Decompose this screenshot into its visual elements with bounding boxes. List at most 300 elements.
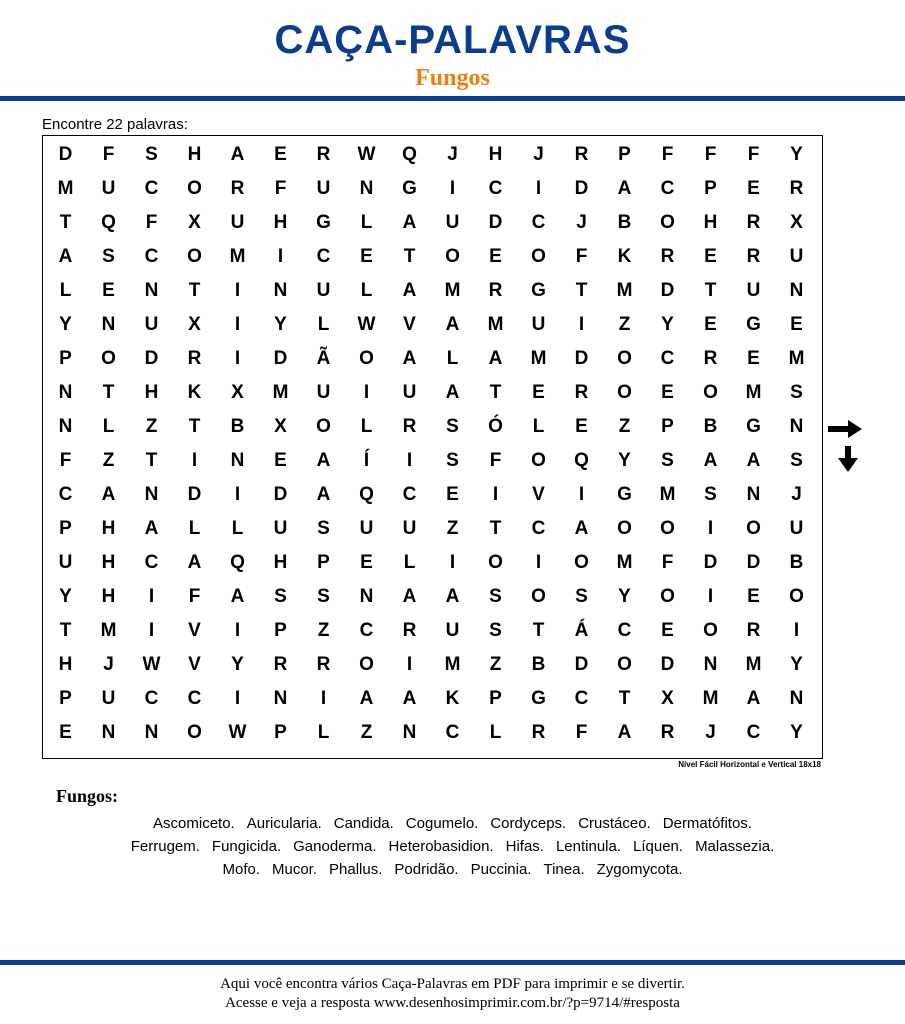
- word-item: Tinea.: [543, 861, 585, 878]
- grid-cell: D: [574, 178, 589, 199]
- grid-cell: O: [617, 518, 632, 539]
- grid-cell: C: [58, 484, 73, 505]
- grid-cell: Z: [618, 416, 631, 437]
- grid-cell: M: [616, 552, 633, 573]
- grid-cell: E: [274, 144, 287, 165]
- grid-cell: R: [574, 382, 589, 403]
- grid-cell: A: [488, 348, 503, 369]
- grid-cell: I: [148, 586, 155, 607]
- grid-cell: I: [707, 586, 714, 607]
- grid-cell: R: [660, 246, 675, 267]
- word-list: [0, 812, 905, 881]
- grid-cell: W: [142, 654, 161, 675]
- grid-cell: L: [188, 518, 201, 539]
- grid-cell: S: [575, 586, 588, 607]
- grid-cell: Y: [790, 144, 803, 165]
- grid-cell: O: [359, 654, 374, 675]
- grid-cell: B: [789, 552, 804, 573]
- grid-cell: R: [746, 246, 761, 267]
- grid-cell: M: [788, 348, 805, 369]
- grid-cell: L: [59, 280, 72, 301]
- grid-cell: M: [530, 348, 547, 369]
- grid-cell: N: [359, 586, 374, 607]
- grid-cell: Z: [360, 722, 373, 743]
- grid-cell: T: [575, 280, 588, 301]
- grid-cell: L: [403, 552, 416, 573]
- grid-cell: H: [101, 518, 116, 539]
- word-line: [0, 812, 905, 835]
- grid-cell: U: [101, 688, 116, 709]
- grid-cell: F: [575, 246, 588, 267]
- grid-cell: E: [747, 348, 760, 369]
- grid-cell: A: [187, 552, 202, 573]
- footer: [0, 975, 905, 1013]
- grid-cell: I: [707, 518, 714, 539]
- grid-cell: C: [531, 212, 546, 233]
- grid-cell: Z: [489, 654, 502, 675]
- grid-cell: L: [317, 722, 330, 743]
- grid-cell: S: [489, 620, 502, 641]
- grid-cell: L: [360, 212, 373, 233]
- grid-cell: O: [187, 178, 202, 199]
- word-item: Cogumelo.: [405, 815, 479, 832]
- grid-cell: B: [531, 654, 546, 675]
- word-item: Auricularia.: [246, 815, 322, 832]
- grid-cell: U: [230, 212, 245, 233]
- word-item: Ascomiceto.: [153, 815, 235, 832]
- grid-cell: D: [660, 280, 675, 301]
- grid-cell: O: [617, 382, 632, 403]
- grid-cell: A: [402, 586, 417, 607]
- grid-cell: L: [360, 416, 373, 437]
- grid-cell: F: [489, 450, 502, 471]
- grid-cell: Y: [790, 654, 803, 675]
- grid-cell: X: [188, 314, 201, 335]
- grid-cell: I: [578, 484, 585, 505]
- grid-cell: G: [617, 484, 632, 505]
- grid-cell: R: [703, 348, 718, 369]
- grid-cell: O: [488, 552, 503, 573]
- word-item: Ganoderma.: [293, 838, 377, 855]
- grid-cell: J: [791, 484, 802, 505]
- grid-cell: T: [59, 212, 72, 233]
- grid-cell: G: [531, 280, 546, 301]
- grid-cell: Y: [661, 314, 674, 335]
- grid-cell: Q: [402, 144, 417, 165]
- grid-cell: L: [360, 280, 373, 301]
- grid-cell: K: [617, 246, 632, 267]
- grid-cell: O: [617, 348, 632, 369]
- grid-cell: T: [532, 620, 545, 641]
- grid-cell: E: [360, 246, 373, 267]
- grid-cell: S: [661, 450, 674, 471]
- grid-cell: I: [234, 348, 241, 369]
- grid-cell: A: [402, 212, 417, 233]
- grid-cell: U: [359, 518, 374, 539]
- grid-cell: O: [101, 348, 116, 369]
- grid-cell: R: [789, 178, 804, 199]
- grid-cell: I: [191, 450, 198, 471]
- grid-cell: L: [231, 518, 244, 539]
- grid-cell: A: [445, 382, 460, 403]
- grid-cell: X: [188, 212, 201, 233]
- grid-cell: U: [445, 212, 460, 233]
- grid-cell: I: [148, 620, 155, 641]
- grid-cell: M: [487, 314, 504, 335]
- grid-cell: O: [187, 722, 202, 743]
- grid-cell: O: [531, 450, 546, 471]
- grid-cell: R: [746, 212, 761, 233]
- grid-cell: T: [704, 280, 717, 301]
- grid-cell: A: [359, 688, 374, 709]
- word-item: Fungicida.: [211, 838, 282, 855]
- grid-cell: V: [188, 654, 201, 675]
- grid-cell: T: [489, 382, 502, 403]
- grid-cell: N: [789, 416, 804, 437]
- grid-cell: B: [703, 416, 718, 437]
- grid-cell: D: [58, 144, 73, 165]
- grid-cell: R: [316, 654, 331, 675]
- grid-cell: X: [661, 688, 674, 709]
- grid-cell: D: [273, 484, 288, 505]
- grid-cell: A: [402, 348, 417, 369]
- grid-cell: K: [187, 382, 202, 403]
- grid-cell: S: [317, 518, 330, 539]
- grid-cell: N: [273, 688, 288, 709]
- word-line: [0, 835, 905, 858]
- grid-cell: E: [747, 586, 760, 607]
- grid-cell: S: [704, 484, 717, 505]
- grid-cell: E: [661, 382, 674, 403]
- grid-cell: U: [789, 246, 804, 267]
- grid-cell: F: [274, 178, 287, 199]
- grid-cell: S: [317, 586, 330, 607]
- grid-cell: F: [102, 144, 115, 165]
- grid-cell: I: [363, 382, 370, 403]
- grid-cell: Z: [317, 620, 330, 641]
- grid-cell: A: [316, 450, 331, 471]
- grid-cell: C: [144, 246, 159, 267]
- grid-cell: Y: [59, 586, 72, 607]
- grid-cell: C: [445, 722, 460, 743]
- word-list-heading: Fungos:: [56, 786, 119, 806]
- grid-cell: C: [402, 484, 417, 505]
- grid-cell: C: [144, 688, 159, 709]
- grid-cell: U: [402, 382, 417, 403]
- grid-cell: N: [273, 280, 288, 301]
- grid-cell: A: [746, 688, 761, 709]
- grid-cell: F: [59, 450, 72, 471]
- grid-cell: C: [144, 552, 159, 573]
- grid-cell: E: [360, 552, 373, 573]
- grid-cell: P: [618, 144, 631, 165]
- grid-cell: A: [574, 518, 589, 539]
- grid-cell: H: [58, 654, 73, 675]
- grid-cell: O: [660, 518, 675, 539]
- grid-cell: T: [403, 246, 416, 267]
- grid-cell: N: [58, 416, 73, 437]
- grid-cell: O: [703, 382, 718, 403]
- grid-cell: M: [702, 688, 719, 709]
- grid-cell: A: [617, 722, 632, 743]
- grid-cell: P: [489, 688, 502, 709]
- grid-cell: A: [101, 484, 116, 505]
- grid-cell: E: [575, 416, 588, 437]
- grid-cell: V: [532, 484, 545, 505]
- grid-cell: I: [406, 450, 413, 471]
- grid-cell: W: [228, 722, 247, 743]
- page-subtitle: Fungos: [415, 65, 490, 91]
- word-item: Zygomycota.: [596, 861, 683, 878]
- grid-cell: G: [746, 314, 761, 335]
- grid-cell: C: [574, 688, 589, 709]
- grid-cell: C: [488, 178, 503, 199]
- level-note: Nível Fácil Horizontal e Vertical 18x18: [678, 760, 821, 769]
- grid-cell: U: [101, 178, 116, 199]
- instructions-text: Encontre 22 palavras:: [42, 116, 188, 133]
- grid-cell: P: [274, 722, 287, 743]
- grid-cell: D: [574, 348, 589, 369]
- grid-cell: I: [535, 552, 542, 573]
- grid-cell: I: [492, 484, 499, 505]
- grid-cell: W: [357, 314, 376, 335]
- grid-cell: U: [746, 280, 761, 301]
- grid-cell: M: [57, 178, 74, 199]
- grid-cell: T: [618, 688, 631, 709]
- grid-cell: R: [402, 416, 417, 437]
- grid-cell: M: [272, 382, 289, 403]
- grid-cell: R: [574, 144, 589, 165]
- grid-cell: C: [617, 620, 632, 641]
- grid-cell: I: [320, 688, 327, 709]
- grid-cell: Ó: [488, 416, 503, 437]
- grid-cell: L: [102, 416, 115, 437]
- grid-cell: S: [790, 450, 803, 471]
- grid-cell: U: [316, 280, 331, 301]
- word-item: Mucor.: [272, 861, 318, 878]
- footer-line-2: Acesse e veja a resposta www.desenhosimprimir.com.br/?p=9714/#resposta: [225, 995, 680, 1011]
- grid-cell: M: [745, 654, 762, 675]
- grid-cell: U: [531, 314, 546, 335]
- grid-cell: N: [101, 722, 116, 743]
- grid-cell: A: [402, 280, 417, 301]
- word-line: [0, 858, 905, 881]
- grid-cell: C: [144, 178, 159, 199]
- grid-cell: O: [617, 654, 632, 675]
- grid-cell: D: [660, 654, 675, 675]
- grid-cell: T: [102, 382, 115, 403]
- grid-cell: C: [660, 178, 675, 199]
- grid-cell: T: [489, 518, 502, 539]
- top-divider: [0, 96, 905, 101]
- word-item: Puccinia.: [470, 861, 532, 878]
- grid-cell: Z: [618, 314, 631, 335]
- grid-cell: F: [704, 144, 717, 165]
- grid-cell: A: [445, 586, 460, 607]
- grid-cell: W: [357, 144, 376, 165]
- grid-cell: E: [59, 722, 72, 743]
- grid-cell: O: [574, 552, 589, 573]
- grid-cell: H: [144, 382, 159, 403]
- grid-cell: F: [575, 722, 588, 743]
- grid-cell: Q: [230, 552, 245, 573]
- grid-cell: A: [703, 450, 718, 471]
- grid-cell: Z: [145, 416, 158, 437]
- grid-cell: G: [402, 178, 417, 199]
- arrow-down-icon: [838, 446, 858, 472]
- word-item: Líquen.: [633, 838, 684, 855]
- word-item: Cordyceps.: [490, 815, 567, 832]
- grid-cell: E: [704, 246, 717, 267]
- grid-cell: F: [747, 144, 760, 165]
- grid-cell: H: [273, 552, 288, 573]
- grid-cell: R: [273, 654, 288, 675]
- grid-cell: D: [273, 348, 288, 369]
- grid-cell: U: [402, 518, 417, 539]
- grid-cell: Z: [446, 518, 459, 539]
- grid-cell: E: [102, 280, 115, 301]
- grid-cell: D: [488, 212, 503, 233]
- grid-cell: P: [59, 688, 72, 709]
- grid-cell: N: [144, 722, 159, 743]
- grid-cell: X: [231, 382, 244, 403]
- grid-cell: C: [660, 348, 675, 369]
- grid-cell: Y: [790, 722, 803, 743]
- grid-cell: O: [660, 212, 675, 233]
- grid-cell: P: [704, 178, 717, 199]
- grid-cell: N: [402, 722, 417, 743]
- grid-cell: H: [488, 144, 503, 165]
- grid-cell: N: [101, 314, 116, 335]
- grid-cell: D: [574, 654, 589, 675]
- grid-cell: P: [317, 552, 330, 573]
- grid-cell: U: [789, 518, 804, 539]
- grid-cell: T: [188, 280, 201, 301]
- grid-cell: O: [746, 518, 761, 539]
- grid-cell: H: [273, 212, 288, 233]
- word-item: Mofo.: [222, 861, 260, 878]
- grid-cell: F: [661, 552, 674, 573]
- grid-cell: L: [532, 416, 545, 437]
- grid-cell: O: [531, 246, 546, 267]
- grid-cell: H: [101, 586, 116, 607]
- grid-cell: B: [617, 212, 632, 233]
- footer-line-1: Aqui você encontra vários Caça-Palavras em PDF para imprimir e se divertir.: [220, 976, 685, 992]
- grid-cell: R: [660, 722, 675, 743]
- grid-cell: R: [746, 620, 761, 641]
- grid-cell: T: [145, 450, 158, 471]
- word-item: Phallus.: [329, 861, 383, 878]
- grid-cell: I: [406, 654, 413, 675]
- grid-cell: I: [449, 552, 456, 573]
- word-item: Crustáceo.: [578, 815, 651, 832]
- grid-cell: O: [445, 246, 460, 267]
- grid-cell: J: [447, 144, 458, 165]
- grid-cell: U: [445, 620, 460, 641]
- grid-cell: M: [100, 620, 117, 641]
- grid-cell: I: [793, 620, 800, 641]
- grid-cell: I: [234, 280, 241, 301]
- grid-cell: R: [402, 620, 417, 641]
- grid-cell: A: [402, 688, 417, 709]
- grid-cell: L: [317, 314, 330, 335]
- grid-cell: N: [789, 280, 804, 301]
- grid-cell: M: [659, 484, 676, 505]
- grid-cell: F: [188, 586, 201, 607]
- grid-cell: J: [705, 722, 716, 743]
- grid-cell: X: [790, 212, 803, 233]
- grid-cell: Y: [231, 654, 244, 675]
- grid-cell: H: [101, 552, 116, 573]
- grid-cell: J: [576, 212, 587, 233]
- grid-cell: A: [58, 246, 73, 267]
- grid-cell: A: [144, 518, 159, 539]
- grid-cell: Á: [574, 620, 589, 641]
- grid-cell: H: [187, 144, 202, 165]
- word-item: Candida.: [333, 815, 394, 832]
- grid-cell: C: [359, 620, 374, 641]
- grid-cell: A: [617, 178, 632, 199]
- grid-cell: E: [661, 620, 674, 641]
- grid-cell: K: [445, 688, 460, 709]
- grid-cell: I: [449, 178, 456, 199]
- grid-cell: I: [578, 314, 585, 335]
- grid-cell: P: [274, 620, 287, 641]
- grid-cell: E: [489, 246, 502, 267]
- arrow-right-icon: [828, 420, 862, 438]
- word-item: Lentinula.: [555, 838, 622, 855]
- grid-cell: T: [188, 416, 201, 437]
- grid-cell: A: [230, 586, 245, 607]
- grid-cell: E: [790, 314, 803, 335]
- grid-cell: U: [316, 178, 331, 199]
- grid-cell: R: [316, 144, 331, 165]
- grid-cell: S: [145, 144, 158, 165]
- grid-cell: U: [273, 518, 288, 539]
- grid-cell: N: [230, 450, 245, 471]
- grid-cell: E: [704, 314, 717, 335]
- grid-cell: V: [403, 314, 416, 335]
- word-item: Podridão.: [394, 861, 459, 878]
- grid-cell: O: [789, 586, 804, 607]
- grid-cell: M: [616, 280, 633, 301]
- grid-cell: A: [445, 314, 460, 335]
- grid-cell: Z: [102, 450, 115, 471]
- word-item: Malassezia.: [695, 838, 775, 855]
- grid-cell: O: [359, 348, 374, 369]
- grid-cell: A: [230, 144, 245, 165]
- grid-cell: E: [274, 450, 287, 471]
- grid-cell: P: [59, 518, 72, 539]
- grid-cell: J: [533, 144, 544, 165]
- grid-cell: S: [489, 586, 502, 607]
- grid-cell: N: [144, 280, 159, 301]
- grid-cell: N: [144, 484, 159, 505]
- grid-cell: Y: [274, 314, 287, 335]
- grid-cell: I: [234, 314, 241, 335]
- grid-cell: G: [746, 416, 761, 437]
- grid-cell: R: [187, 348, 202, 369]
- grid-cell: I: [234, 484, 241, 505]
- grid-cell: S: [790, 382, 803, 403]
- grid-cell: G: [316, 212, 331, 233]
- grid-cell: S: [446, 416, 459, 437]
- grid-cell: N: [746, 484, 761, 505]
- grid-cell: A: [316, 484, 331, 505]
- bottom-divider: [0, 960, 905, 965]
- grid-cell: U: [316, 382, 331, 403]
- grid-cell: S: [102, 246, 115, 267]
